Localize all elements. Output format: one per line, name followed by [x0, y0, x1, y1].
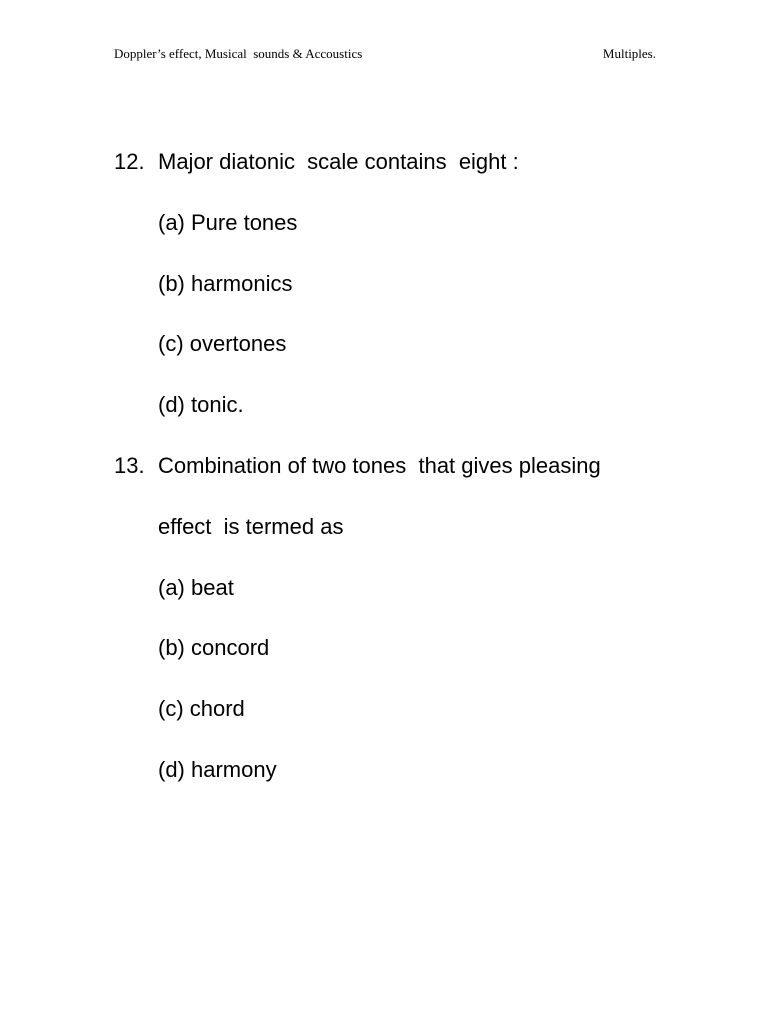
question-text-continued: effect is termed as: [158, 514, 344, 539]
option-a: (a) Pure tones: [158, 210, 298, 235]
question-text: Combination of two tones that gives pleasing: [158, 453, 601, 478]
option-c: (c) chord: [158, 696, 245, 721]
header-section: Multiples.: [602, 46, 656, 61]
option-a: (a) beat: [158, 575, 234, 600]
option-b: (b) harmonics: [158, 271, 293, 296]
option-d: (d) harmony: [158, 757, 277, 782]
question-text: Major diatonic scale contains eight :: [158, 149, 519, 174]
question-number: 13.: [114, 453, 145, 478]
header-topic: Doppler’s effect, Musical sounds & Accoustics: [114, 46, 363, 61]
question-number: 12.: [114, 149, 145, 174]
option-b: (b) concord: [158, 635, 270, 660]
option-d: (d) tonic.: [158, 392, 244, 417]
page-header: [114, 46, 656, 66]
option-c: (c) overtones: [158, 331, 287, 356]
